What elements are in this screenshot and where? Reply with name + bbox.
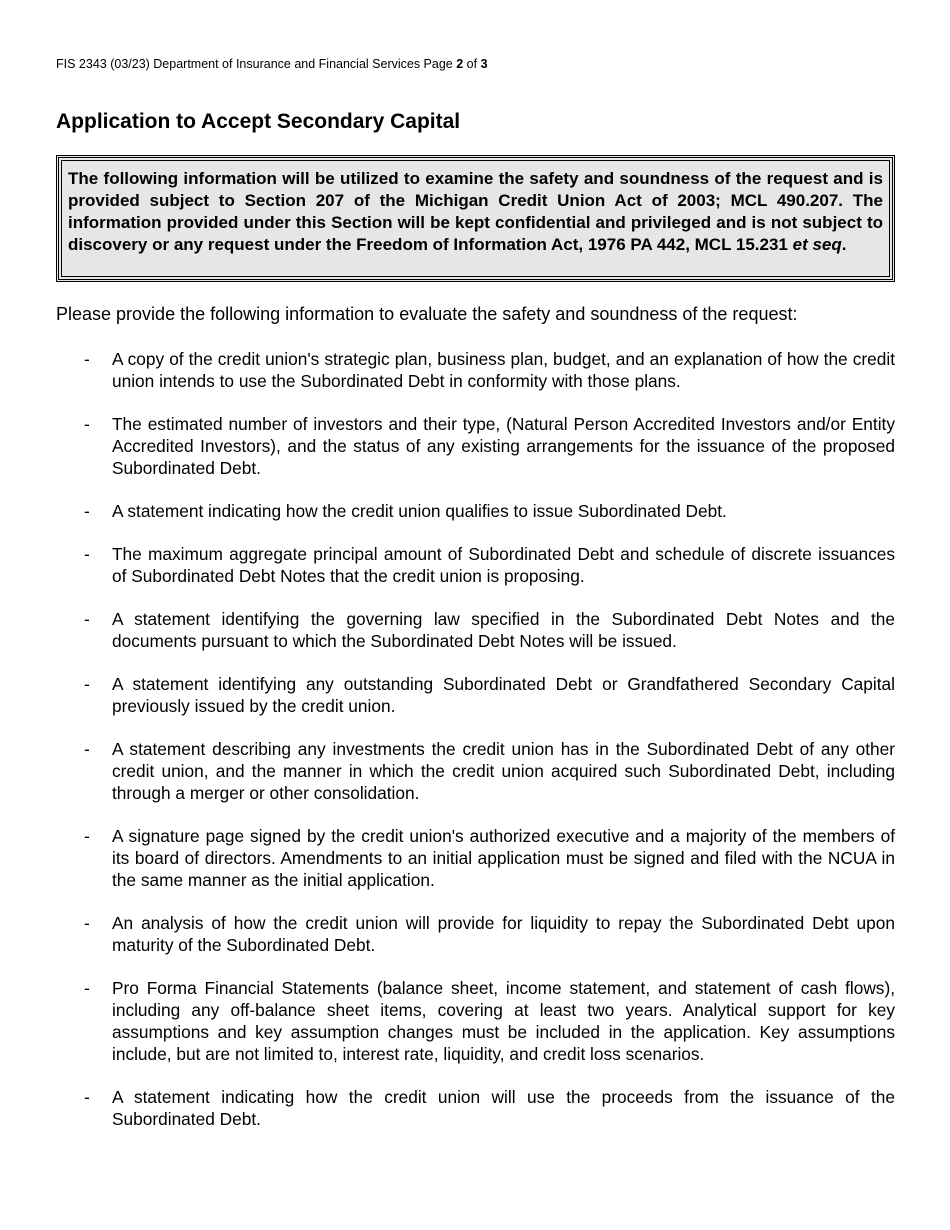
list-item — [56, 413, 895, 479]
list-item-text: A statement identifying any outstanding Subordinated Debt or Grandfathered Secondary Capital previously issued by the credit union. — [112, 674, 895, 716]
list-item — [56, 977, 895, 1065]
list-item-text: An analysis of how the credit union will provide for liquidity to repay the Subordinated Debt upon maturity of the Subordinated Debt. — [112, 913, 895, 955]
confidentiality-notice-box — [56, 155, 895, 282]
bullet-dash: - — [84, 501, 90, 521]
requirements-list — [56, 348, 895, 1151]
list-item-text: A signature page signed by the credit union's authorized executive and a majority of the members of its board of directors. Amendments to an initial application must be signed and filed with the NCUA in the same manner as the initial application. — [112, 826, 895, 890]
list-item — [56, 738, 895, 804]
page-current: 2 — [456, 57, 464, 71]
bullet-dash: - — [84, 674, 90, 694]
list-item-text: A copy of the credit union's strategic plan, business plan, budget, and an explanation of how the credit union intends to use the Subordinated Debt in conformity with those plans. — [112, 349, 895, 391]
notice-main-text: The following information will be utilized to examine the safety and soundness of the request and is provided subject to Section 207 of the Michigan Credit Union Act of 2003; MCL 490.207. The information provided under this Section will be kept confidential and privileged and is not subject to discovery or any request under the Freedom of Information Act, 1976 PA 442, MCL 15.231 — [68, 169, 883, 254]
list-item — [56, 825, 895, 891]
confidentiality-notice-text — [68, 168, 883, 256]
list-item — [56, 543, 895, 587]
list-item-text: A statement indicating how the credit union qualifies to issue Subordinated Debt. — [112, 501, 727, 521]
list-item-text: The maximum aggregate principal amount of Subordinated Debt and schedule of discrete issuances of Subordinated Debt Notes that the credit union is proposing. — [112, 544, 895, 586]
list-item-text: A statement indicating how the credit union will use the proceeds from the issuance of the Subordinated Debt. — [112, 1087, 895, 1129]
bullet-dash: - — [84, 739, 90, 759]
page-header — [56, 57, 488, 72]
list-item — [56, 348, 895, 392]
form-id: FIS 2343 (03/23) Department of Insurance and Financial Services Page — [56, 57, 457, 71]
bullet-dash: - — [84, 609, 90, 629]
bullet-dash: - — [84, 544, 90, 564]
page-title: Application to Accept Secondary Capital — [56, 110, 461, 133]
bullet-dash: - — [84, 349, 90, 369]
notice-italic-text: et seq — [792, 235, 842, 254]
intro-paragraph: Please provide the following information to evaluate the safety and soundness of the request: — [56, 304, 798, 324]
notice-end-text: . — [841, 235, 847, 254]
list-item-text: A statement describing any investments the credit union has in the Subordinated Debt of any other credit union, and the manner in which the credit union acquired such Subordinated Debt, including through a merger or other consolidation. — [112, 739, 895, 803]
bullet-dash: - — [84, 913, 90, 933]
list-item — [56, 912, 895, 956]
list-item — [56, 500, 895, 522]
bullet-dash: - — [84, 414, 90, 434]
list-item — [56, 1086, 895, 1130]
list-item-text: A statement identifying the governing law specified in the Subordinated Debt Notes and the documents pursuant to which the Subordinated Debt Notes will be issued. — [112, 609, 895, 651]
list-item — [56, 673, 895, 717]
list-item-text: The estimated number of investors and their type, (Natural Person Accredited Investors and/or Entity Accredited Investors), and the status of any existing arrangements for the issuance of the proposed Subordinated Debt. — [112, 414, 895, 478]
list-item-text: Pro Forma Financial Statements (balance sheet, income statement, and statement of cash flows), including any off-balance sheet items, covering at least two years. Analytical support for key assumptions and key assumption changes must be included in the application. Key assumptions include, but are not limited to, interest rate, liquidity, and credit loss scenarios. — [112, 978, 895, 1064]
list-item — [56, 608, 895, 652]
bullet-dash: - — [84, 1087, 90, 1107]
bullet-dash: - — [84, 826, 90, 846]
page-total: 3 — [480, 57, 488, 71]
page-separator: of — [463, 57, 481, 71]
bullet-dash: - — [84, 978, 90, 998]
